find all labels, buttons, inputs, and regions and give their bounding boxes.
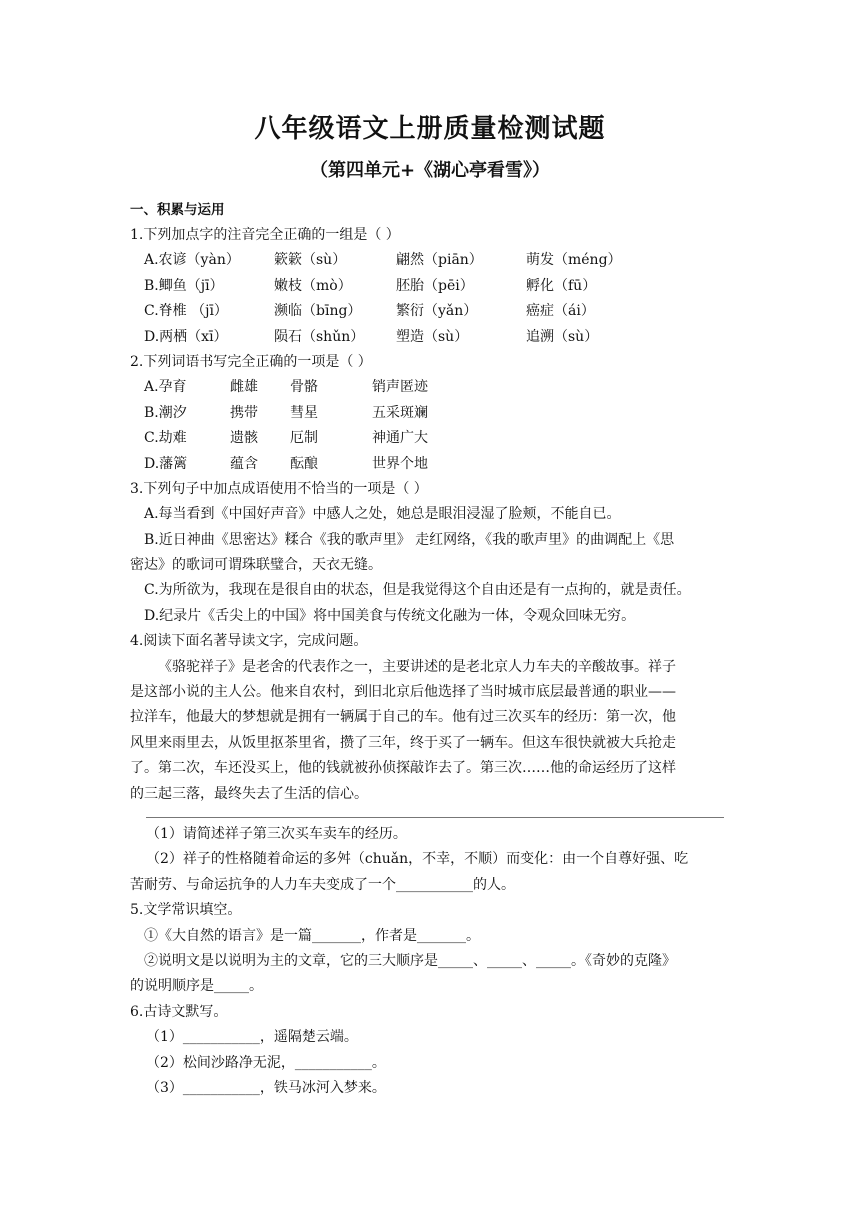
q1-a-2: 簌簌（sù）	[274, 252, 347, 269]
q1-b-4: 孵化（fū）	[526, 277, 597, 294]
q2-c-2: 遗骸	[230, 430, 258, 447]
q4-passage-line: 是这部小说的主人公。他来自农村，到旧北京后他选择了当时城市底层最普通的职业——	[130, 684, 676, 701]
page-title: 八年级语文上册质量检测试题	[254, 114, 606, 144]
q1-option-c	[130, 299, 730, 324]
q1-b-3: 胚胎（pēi）	[396, 277, 474, 294]
q3-option-d: D.纪录片《舌尖上的中国》将中国美食与传统文化融为一体，令观众回味无穷。	[144, 607, 636, 624]
q1-c-1: C.脊椎 （jī）	[144, 303, 228, 320]
q4-passage-line: 了。第二次，车还没买上，他的钱就被孙侦探敲诈去了。第三次……他的命运经历了这样	[130, 760, 676, 777]
q6-line-3: （3）___________，铁马冰河入梦来。	[146, 1079, 386, 1096]
q1-option-b	[130, 274, 730, 299]
q2-b-3: 彗星	[290, 404, 318, 421]
q3-option-b-line1: B.近日神曲《思密达》糅合《我的歌声里》 走红网络，《我的歌声里》的曲调配上《思	[144, 531, 675, 548]
q2-option-a	[130, 375, 730, 400]
q1-d-2: 陨石（shǔn）	[274, 328, 365, 345]
q2-d-4: 世界个地	[372, 455, 428, 472]
q2-b-2: 携带	[230, 404, 258, 421]
q1-b-2: 嫩枝（mò）	[274, 277, 352, 294]
q1-a-4: 萌发（méng）	[526, 252, 622, 269]
section-heading: 一、积累与运用	[130, 202, 225, 218]
q4-passage-line: 风里来雨里去，从饭里抠茶里省，攒了三年，终于买了一辆车。但这车很快就被大兵抢走	[130, 734, 676, 751]
question-1-stem: 1.下列加点字的注音完全正确的一组是（ ）	[130, 227, 400, 243]
q2-d-1: D.藩篱	[144, 455, 188, 472]
q5-line-1: ①《大自然的语言》是一篇_______，作者是_______。	[144, 927, 480, 944]
q6-line-2: （2）松间沙路净无泥，___________。	[146, 1054, 386, 1071]
q1-c-2: 濒临（bīng）	[274, 303, 362, 320]
q5-line-3: 的说明顺序是_____。	[130, 978, 263, 995]
q1-c-4: 癌症（ái）	[526, 303, 595, 320]
q4-sub-question-2-line2: 苦耐劳、与命运抗争的人力车夫变成了一个___________的人。	[130, 876, 515, 893]
q3-option-b-line2: 密达》的歌词可谓珠联璧合，天衣无缝。	[130, 557, 382, 574]
question-3-stem: 3.下列句子中加点成语使用不恰当的一项是（ ）	[130, 480, 428, 497]
q2-a-2: 雌雄	[230, 379, 258, 396]
q5-line-2: ②说明文是以说明为主的文章，它的三大顺序是_____、_____、_____。《奇妙的克隆》	[144, 952, 676, 969]
q4-passage-line: 《骆驼祥子》是老舍的代表作之一，主要讲述的是老北京人力车夫的辛酸故事。祥子	[158, 658, 676, 675]
q4-sub-question-2-line1: （2）祥子的性格随着命运的多舛（chuǎn，不幸，不顺）而变化：由一个自尊好强、吃	[146, 851, 689, 868]
q1-option-d	[130, 325, 730, 350]
q2-d-2: 蕴含	[230, 455, 258, 472]
q6-line-1: （1）___________，遥隔楚云端。	[146, 1029, 358, 1046]
q2-d-3: 酝酿	[290, 455, 318, 472]
question-4-stem: 4.阅读下面名著导读文字，完成问题。	[130, 633, 368, 650]
q2-c-4: 神通广大	[372, 430, 428, 447]
q1-b-1: B.鲫鱼（jī）	[144, 277, 224, 294]
q2-a-4: 销声匿迹	[372, 379, 428, 396]
q2-a-1: A.孕育	[144, 379, 187, 396]
q2-option-c	[130, 426, 730, 451]
q2-a-3: 骨骼	[290, 379, 318, 396]
q3-option-a: A.每当看到《中国好声音》中感人之处，她总是眼泪浸湿了脸颊，不能自已。	[144, 506, 621, 523]
q1-d-1: D.两栖（xī）	[144, 328, 228, 345]
q3-option-c: C.为所欲为，我现在是很自由的状态，但是我觉得这个自由还是有一点拘的，就是责任。	[144, 582, 691, 599]
question-5-stem: 5.文学常识填空。	[130, 902, 242, 919]
q1-c-3: 繁衍（yǎn）	[396, 303, 478, 320]
q4-passage-line: 的三起三落，最终失去了生活的信心。	[130, 785, 368, 802]
exam-body	[130, 223, 730, 1101]
question-2-stem: 2.下列词语书写完全正确的一项是（ ）	[130, 353, 372, 370]
q1-a-3: 翩然（piān）	[396, 252, 483, 269]
divider	[146, 817, 724, 818]
q2-c-3: 厄制	[290, 430, 318, 447]
q1-option-a	[130, 248, 730, 273]
q2-b-4: 五采斑斓	[372, 404, 428, 421]
q4-sub-question-1: （1）请简述祥子第三次买车卖车的经历。	[146, 825, 407, 842]
q1-d-4: 追溯（sù）	[526, 328, 599, 345]
q2-option-d	[130, 452, 730, 477]
q2-option-b	[130, 401, 730, 426]
q1-a-1: A.农谚（yàn）	[144, 252, 240, 269]
q4-passage-line: 拉洋车，他最大的梦想就是拥有一辆属于自己的车。他有过三次买车的经历：第一次，他	[130, 709, 676, 726]
question-6-stem: 6.古诗文默写。	[130, 1003, 228, 1020]
page-subtitle: （第四单元+《湖心亭看雪》）	[309, 160, 551, 181]
q2-b-1: B.潮汐	[144, 404, 187, 421]
q1-d-3: 塑造（sù）	[396, 328, 469, 345]
q2-c-1: C.劫难	[144, 430, 187, 447]
